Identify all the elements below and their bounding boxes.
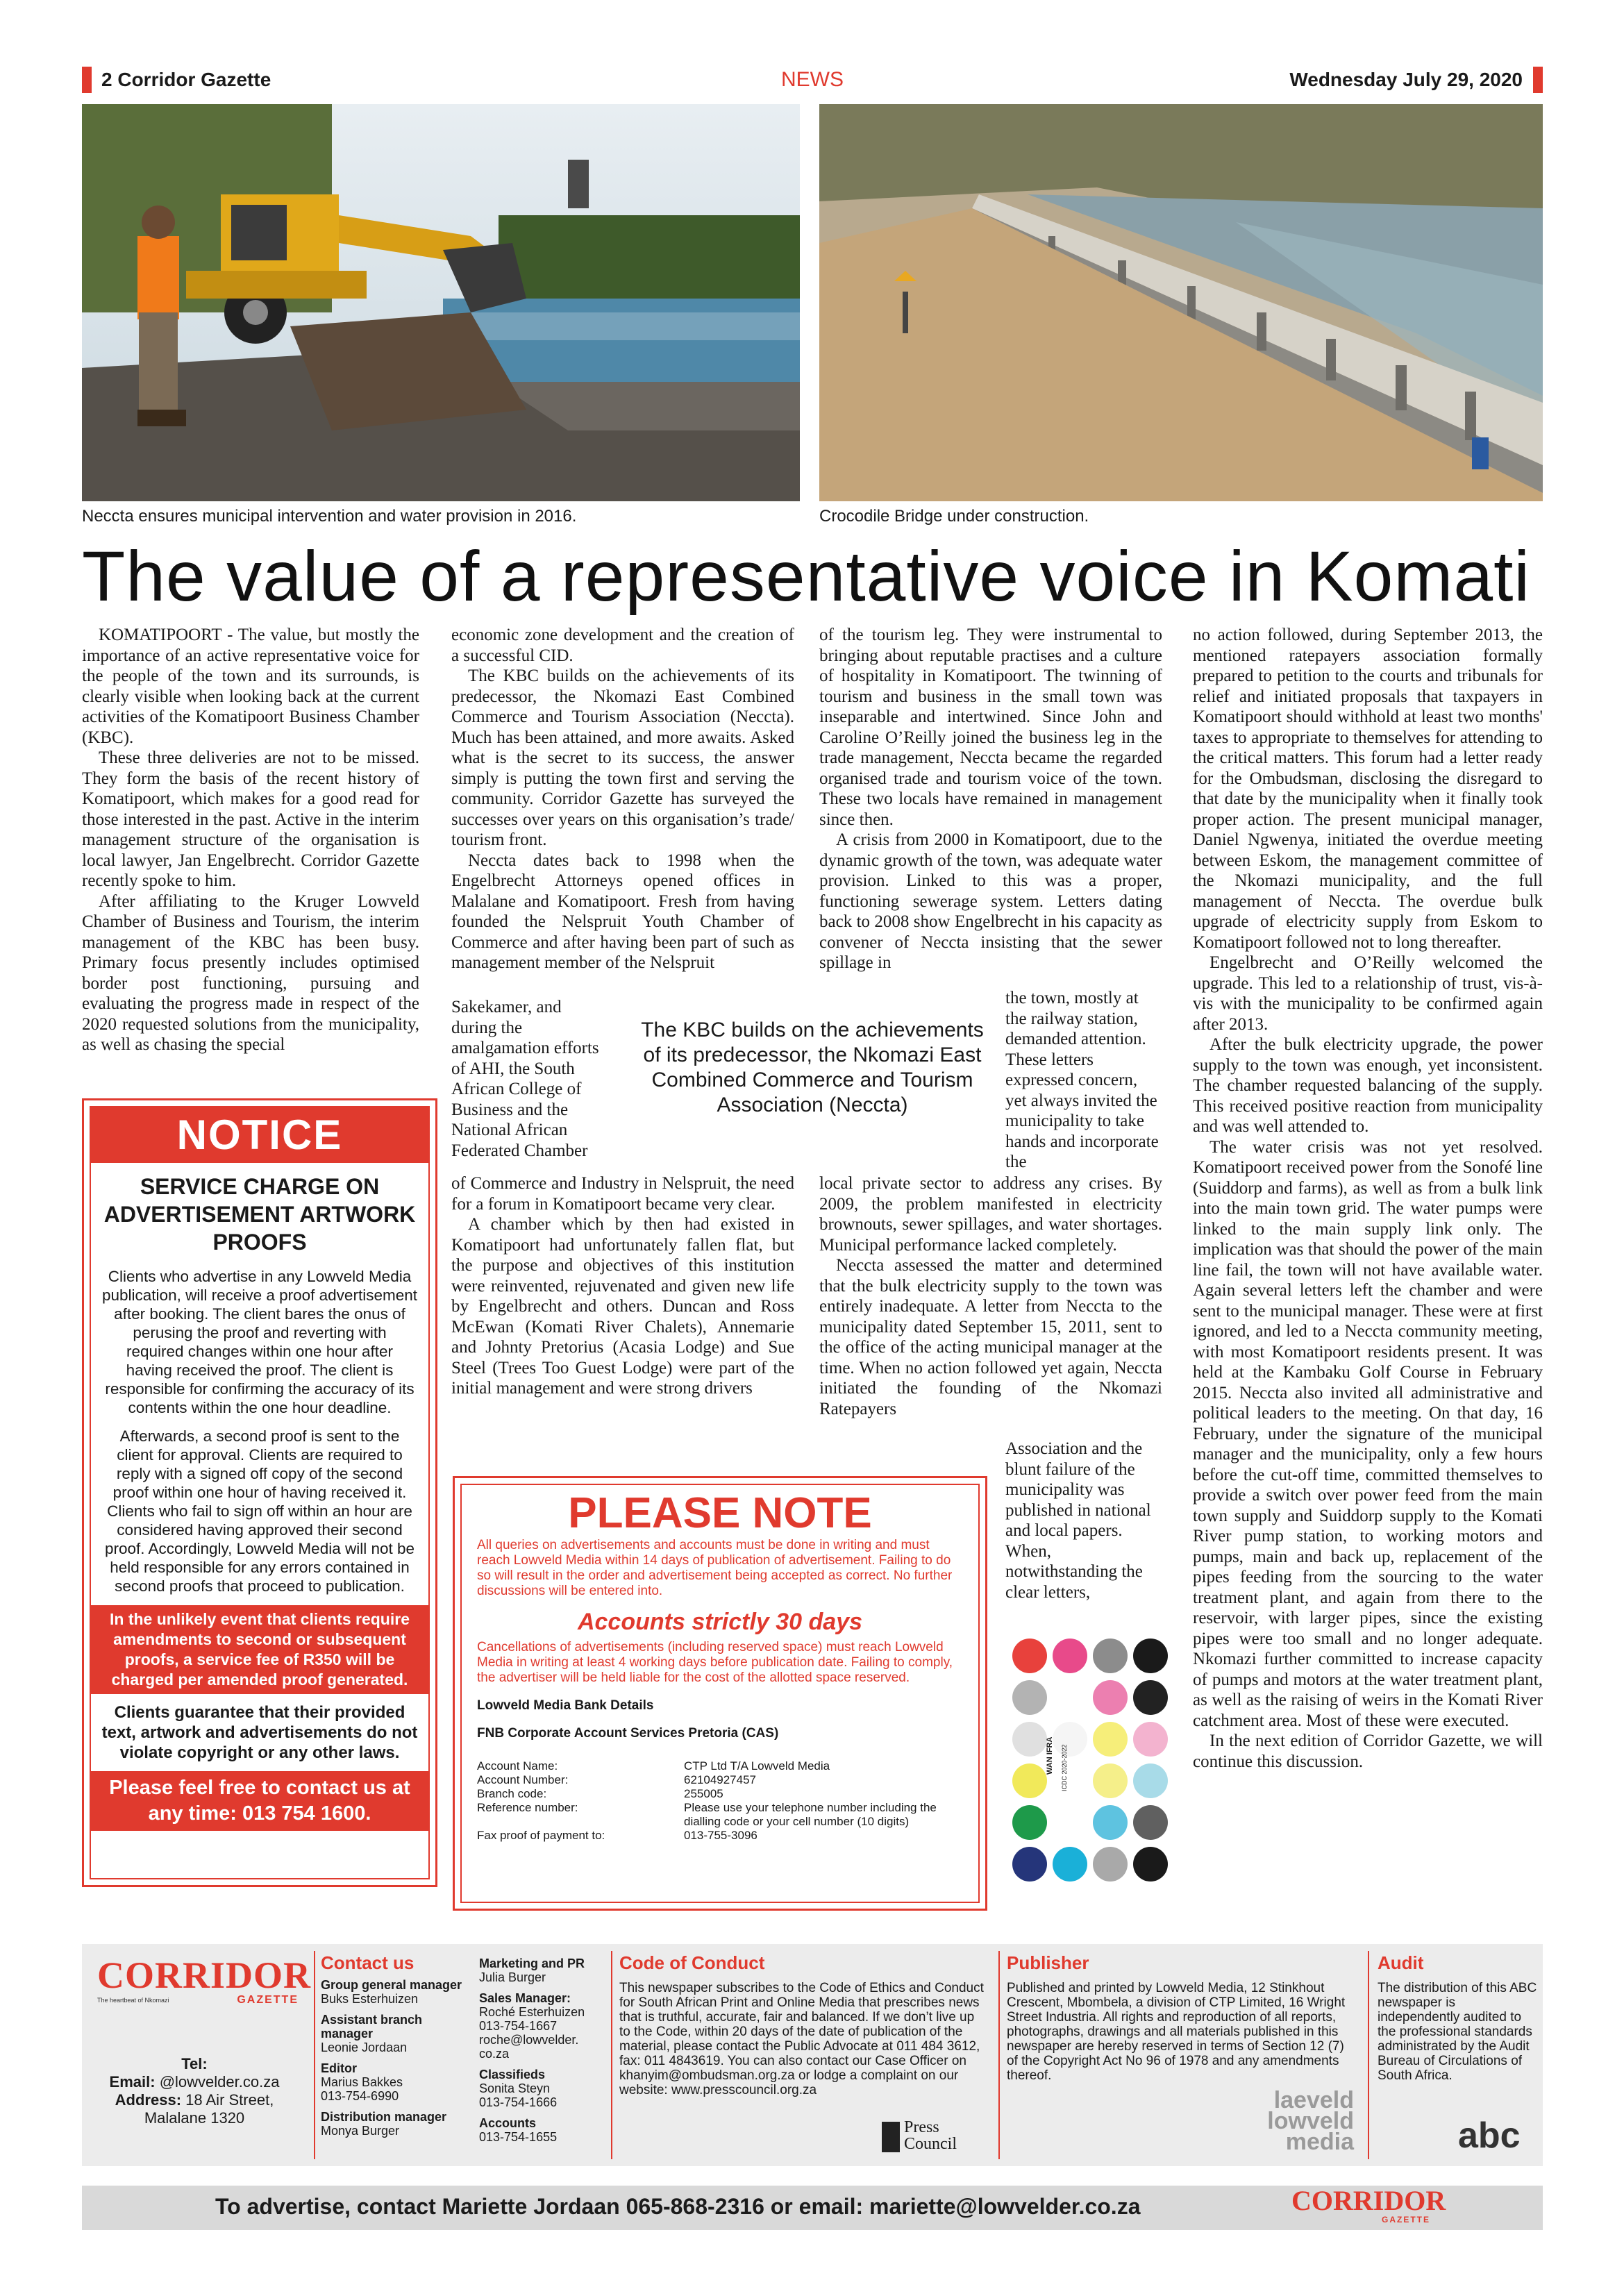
contact-role: Assistant branch manager	[321, 2013, 423, 2041]
color-swatch	[1093, 1847, 1128, 1882]
color-swatch	[1093, 1680, 1128, 1715]
contact-name: Roché Esterhuizen	[479, 2005, 585, 2019]
footer-contact-us-2	[479, 1956, 604, 2144]
article-column-4	[1193, 625, 1543, 1772]
bank-key: Fax proof of payment to:	[477, 1829, 605, 1842]
color-calibration-bar	[1005, 1639, 1172, 1909]
issue-date: Wednesday July 29, 2020	[1289, 69, 1523, 90]
contact-role: Sales Manager:	[479, 1991, 571, 2005]
please-note-queries: All queries on advertisements and accounts must be done in writing and must reach Lowveld Media within 14 days of publication of advertisement. Failing to do so will result in the order and advertisement being accepted as correct. No further discussions will be entered into.	[477, 1538, 953, 1598]
contact-phone: 013-754-1667	[479, 2019, 558, 2033]
photo-caption-left: Neccta ensures municipal intervention and water provision in 2016.	[82, 507, 577, 526]
photo-caption-right: Crocodile Bridge under construction.	[819, 507, 1089, 526]
article-column-3-lower	[819, 1173, 1162, 1419]
please-note-box	[453, 1476, 987, 1911]
abc-logo: abc	[1458, 2115, 1521, 2156]
color-swatch	[1012, 1763, 1047, 1798]
article-paragraph: After affiliating to the Kruger Lowveld Chamber of Business and Tourism, the interim management of the KBC has been busy. Primary focus presently includes optimised border post functioning, pursuing and evaluating the progress made in respect of the 2020 requested solutions from the municipality, as well as chasing the special	[82, 891, 419, 1054]
photo-water-provision	[82, 104, 800, 501]
notice-box	[82, 1098, 437, 1887]
contact-role: Group general manager	[321, 1978, 462, 1992]
color-swatch	[1053, 1639, 1087, 1673]
bank-key: Reference number:	[477, 1801, 578, 1814]
email-label: Email:	[109, 2073, 156, 2090]
corridor-logo-small	[1291, 2187, 1472, 2224]
press-council-icon	[882, 2122, 900, 2152]
color-swatch	[1093, 1639, 1128, 1673]
article-paragraph: These three deliveries are not to be missed. They form the basis of the recent history of Komatipoort, which makes for a good read for those interested in the past. Active in the interim management structure of the organisation is local lawyer, Jan Engelbrecht. Corridor Gazette recently spoke to him.	[82, 748, 419, 890]
article-column-2-lower	[451, 1173, 794, 1399]
logo-main: CORRIDOR	[1291, 2185, 1446, 2216]
tel-label: Tel:	[181, 2055, 208, 2072]
publisher-heading: Publisher	[1007, 1952, 1089, 1973]
bank-value: 62104927457	[684, 1773, 757, 1786]
header-accent-right	[1533, 67, 1543, 93]
color-swatch	[1133, 1722, 1168, 1757]
article-paragraph: no action followed, during September 2013, the mentioned ratepayers association formally prepared to petition to the courts and tribunals for relief and initiated proposals that taxpayers in Komatipoort should withhold at least two months' taxes to appropriate to themselves for attending to the critical matters. This forum had a letter ready for the Ombudsman, disclosing the disregard to that date by the municipality when it finally took proper action. The present municipal manager, Daniel Ngwenya, initiated the overdue meeting between Eskom, the management committee of the Nkomazi municipality, and the full management of Neccta. The overdue bulk upgrade of electricity supply from Eskom to Komatipoort followed not to long thereafter.	[1193, 626, 1543, 952]
bank-row	[477, 1773, 963, 1787]
lowveld-media-logo: laeveld lowveld media	[1267, 2087, 1354, 2155]
color-swatch	[1093, 1805, 1128, 1840]
publisher-text: Published and printed by Lowveld Media, 12 Stinkhout Crescent, Mbombela, a division of CTP Limited, 16 Wright Street Industria. All rights and reproduction of all reports, photographs, drawings and all materials published in this newspaper are hereby reserved in terms of Section 12 (7) of the Copyright Act No 96 of 1978 and any amendments thereof.	[1007, 1981, 1346, 2083]
article-paragraph: Engelbrecht and O’Reilly welcomed the upgrade. This led to a relationship of trust, vis-à-vis with the municipality to be confirmed again after 2013.	[1193, 953, 1543, 1034]
article-paragraph: A crisis from 2000 in Komatipoort, due to the dynamic growth of the town, was adequate water provision. Linked to this was a proper, functioning sewerage system. Letters dating back to 2008 show Engelbrecht in his capacity as convener of Neccta insisting that the sewer spillage in	[819, 830, 1162, 972]
bank-row	[477, 1787, 963, 1801]
color-swatch	[1133, 1639, 1168, 1673]
article-column-1	[82, 625, 419, 1055]
color-swatch	[1133, 1763, 1168, 1798]
contact-name: Monya Burger	[321, 2124, 400, 2138]
contact-email[interactable]: roche@lowvelder. co.za	[479, 2033, 579, 2061]
bank-key: Account Number:	[477, 1773, 569, 1786]
article-column-3-narrow	[1005, 988, 1162, 1173]
article-paragraph: of the tourism leg. They were instrumental to bringing about reputable practises and a culture of hospitality in Komatipoort. The twinning of tourism and business in the small town was inseparable and intertwined. Since John and Caroline O’Reilly joined the business leg in the trade management, Neccta became the regarded organised trade and tourism voice of the town. These two locals have remained in management since then.	[819, 626, 1162, 829]
photo-crocodile-bridge	[819, 104, 1543, 501]
address-label: Address:	[115, 2091, 182, 2109]
color-swatch	[1053, 1847, 1087, 1882]
page-publication: 2 Corridor Gazette	[101, 69, 271, 90]
color-swatch	[1012, 1805, 1047, 1840]
footer-contact-info	[83, 2055, 305, 2127]
article-column-2-narrow	[451, 997, 601, 1161]
contact-role: Editor	[321, 2061, 357, 2075]
bank-value: 013-755-3096	[684, 1829, 757, 1842]
notice-paragraph: Afterwards, a second proof is sent to the client for approval. Clients are required to reply with a signed off copy of the second proof within one hour of having received it. Clients who fail to sign off within an hour are considered having approved their second proof. Accordingly, Lowveld Media will not be held responsible for any errors contained in second proofs that proceed to publication.	[104, 1427, 415, 1595]
header-accent-left	[82, 67, 92, 93]
footer-divider	[611, 1951, 612, 2159]
notice-fee-warning: In the unlikely event that clients require amendments to second or subsequent proofs, a service fee of R350 will be charged per amended proof generated.	[91, 1605, 428, 1694]
advertise-contact[interactable]: To advertise, contact Mariette Jordaan 065-868-2316 or email: mariette@lowvelder.co.za	[215, 2194, 1141, 2219]
bank-value: 255005	[684, 1787, 723, 1800]
article-paragraph: After the bulk electricity upgrade, the power supply to the town was enough, yet inconsistent. The chamber requested balancing of the supply. This received positive reaction from municipality and was well attended to.	[1193, 1035, 1543, 1136]
color-swatch	[1093, 1722, 1128, 1757]
notice-paragraph: Clients who advertise in any Lowveld Media publication, will receive a proof advertisement after booking. The client bares the onus of perusing the proof and reverting with required changes within one hour after having received the proof. The client is responsible for confirming the accuracy of its contents within the one hour deadline.	[102, 1268, 417, 1416]
logo-sub: GAZETTE	[1382, 2215, 1430, 2224]
article-column-3	[819, 625, 1162, 973]
contact-us-heading: Contact us	[321, 1952, 415, 1973]
contact-role: Classifieds	[479, 2068, 546, 2081]
article-column-2	[451, 625, 794, 973]
email-value[interactable]: @lowvelder.co.za	[159, 2073, 280, 2090]
fnb-heading: FNB Corporate Account Services Pretoria (CAS)	[477, 1726, 779, 1741]
contact-name: Julia Burger	[479, 1970, 546, 1984]
section-label: NEWS	[781, 68, 844, 91]
contact-role: Marketing and PR	[479, 1956, 585, 1970]
audit-heading: Audit	[1378, 1952, 1424, 1973]
footer-divider	[998, 1951, 1000, 2159]
bank-details-table	[477, 1759, 963, 1843]
bank-value: CTP Ltd T/A Lowveld Media	[684, 1759, 830, 1773]
color-swatch	[1012, 1847, 1047, 1882]
contact-phone: 013-754-1655	[479, 2130, 558, 2144]
press-council-label: Press Council	[904, 2118, 957, 2153]
please-note-cancellations: Cancellations of advertisements (including reserved space) must reach Lowveld Media in writing at least 4 working days before publication date. Failing to comply, the advertiser will be held liable for the cost of the allotted space reserved.	[477, 1640, 953, 1685]
article-paragraph: Neccta dates back to 1998 when the Engelbrecht Attorneys opened offices in Malalane and Komatipoort. Fresh from having founded the Nelspruit Youth Chamber of Commerce and after having been part of such as management member of the Nelspruit	[451, 850, 794, 972]
audit-text: The distribution of this ABC newspaper is independently audited to the professional standards administrated by the Audit Bureau of Circulations of South Africa.	[1378, 1981, 1537, 2083]
bank-key: Account Name:	[477, 1759, 558, 1773]
corridor-logo	[97, 1954, 312, 2006]
bank-details-heading: Lowveld Media Bank Details	[477, 1698, 654, 1713]
address-value: 18 Air Street, Malalane 1320	[144, 2091, 274, 2127]
article-paragraph: Association and the blunt failure of the municipality was published in national and local papers. When, notwithstanding the clear letters,	[1005, 1439, 1151, 1602]
accounts-heading: Accounts strictly 30 days	[577, 1609, 863, 1635]
article-paragraph: Sakekamer, and during the amalgamation efforts of AHI, the South African College of Business and the National African Federated Chamber	[451, 998, 599, 1160]
article-paragraph: economic zone development and the creation of a successful CID.	[451, 626, 794, 665]
bank-row	[477, 1801, 963, 1829]
bank-key: Branch code:	[477, 1787, 547, 1800]
contact-name: Sonita Steyn	[479, 2081, 551, 2095]
footer-code-of-conduct	[619, 1952, 987, 2097]
article-paragraph: the town, mostly at the railway station, demanded attention. These letters expressed concern, yet always invited the municipality to take hands and incorporate the	[1005, 989, 1159, 1171]
contact-name: Leonie Jordaan	[321, 2041, 408, 2054]
bank-row	[477, 1759, 963, 1773]
footer-divider	[1368, 1951, 1369, 2159]
coc-heading: Code of Conduct	[619, 1952, 765, 1973]
logo-sub: GAZETTE	[237, 1994, 299, 2006]
contact-role: Accounts	[479, 2116, 537, 2130]
coc-text: This newspaper subscribes to the Code of Ethics and Conduct for South African Print and Online Media that prescribes news that is truthful, accurate, fair and balanced. If we don’t live up to the Code, within 20 days of the date of publication of the material, please contact the Public Advocate at 011 484 3612, fax: 011 4843619. You can also contact our Case Officer on khanyim@ombudsman.org.za or lodge a complaint on our website: www.presscouncil.org.za	[619, 1981, 984, 2097]
please-note-title: PLEASE NOTE	[568, 1489, 872, 1537]
color-swatch	[1012, 1639, 1047, 1673]
logo-main: CORRIDOR	[97, 1954, 312, 1996]
color-swatch	[1093, 1763, 1128, 1798]
contact-phone: 013-754-6990	[321, 2089, 399, 2103]
footer-publisher	[1007, 1952, 1354, 2083]
contact-name: Marius Bakkes	[321, 2075, 403, 2089]
notice-subtitle: SERVICE CHARGE ON ADVERTISEMENT ARTWORK PROOFS	[103, 1174, 416, 1255]
color-swatch	[1012, 1722, 1047, 1757]
article-paragraph: local private sector to address any crises. By 2009, the problem manifested in electricity brownouts, sewer spillages, and water shortages. Municipal performance lacked completely.	[819, 1174, 1162, 1255]
contact-phone: 013-754-1666	[479, 2095, 558, 2109]
color-swatch	[1133, 1847, 1168, 1882]
article-paragraph: A chamber which by then had existed in Komatipoort had unfortunately fallen flat, but the purpose and objectives of this institution were reinvented, rejuvenated and given new life by Engelbrecht and others. Duncan and Ross McEwan (Komati River Chalets), Annemarie and Johnty Pretorius (Acasia Lodge) and Sue Steel (Trees Too Guest Lodge) were part of the initial management and were strong drivers	[451, 1215, 794, 1398]
color-swatch	[1012, 1680, 1047, 1715]
article-paragraph: In the next edition of Corridor Gazette, we will continue this discussion.	[1193, 1732, 1543, 1771]
footer-divider	[314, 1951, 315, 2159]
footer-audit	[1378, 1952, 1537, 2083]
color-swatch	[1133, 1805, 1168, 1840]
article-paragraph: of Commerce and Industry in Nelspruit, the need for a forum in Komatipoort became very clear.	[451, 1174, 794, 1214]
press-council-logo	[882, 2119, 993, 2155]
color-swatch	[1053, 1722, 1087, 1757]
pull-quote: The KBC builds on the achievements of its predecessor, the Nkomazi East Combined Commerce and Tourism Association (Neccta)	[641, 1019, 984, 1116]
article-paragraph: Neccta assessed the matter and determined that the bulk electricity supply to the town was entirely inadequate. A letter from Neccta to the municipality dated September 15, 2011, sent to the office of the acting municipal manager at the time. When no action followed yet again, Neccta initiated the founding of the Nkomazi Ratepayers	[819, 1256, 1162, 1418]
icdc-label: ICDC 2020-2022	[1061, 1744, 1068, 1791]
article-paragraph: KOMATIPOORT - The value, but mostly the importance of an active representative voice for the people of the town and its surrounds, is clearly visible when looking back at the current activities of the Komatipoort Business Chamber (KBC).	[82, 626, 419, 747]
contact-role: Distribution manager	[321, 2110, 447, 2124]
article-column-3-narrow-2	[1005, 1439, 1162, 1602]
article-paragraph: The KBC builds on the achievements of its predecessor, the Nkomazi East Combined Commerce and Tourism Association (Neccta). Much has been attained, and more awaits. Asked what is the secret to its success, the answer simply is putting the town first and serving the community. Corridor Gazette has surveyed the successes over years on this organisation’s trade/ tourism front.	[451, 667, 794, 849]
swatch-grid	[1012, 1639, 1172, 1882]
logo-tagline: The heartbeat of Nkomazi	[97, 1997, 169, 2004]
bank-row	[477, 1829, 963, 1843]
article-paragraph: The water crisis was not yet resolved. Komatipoort received power from the Sonofé line (Suiddorp and farms), as well as from a bulk link into the main town grid. The water pumps were linked to the main supply link only. The implication was that should the power of the main line fail, the town will not have available water. Again several letters left the chamber and were sent to the municipal manager. These were at first ignored, and led to a Neccta community meeting, with most Komatipoort residents present. It was held at the Kambaku Golf Course in February 2015. Neccta also invited all administrative and political leaders to the meeting. On that day, 16 February, under the signature of the municipal manager and the municipality, only a few hours before the cut-off time, committed themselves to provide a switch over power feed from the main town supply and Suiddorp supply to the Komati River pump station, to working motors and pumps, main and back up, replacement of the pipes feeding from the sourcing to the water treatment plant, and again from there to the reservoir, with larger pipes, since the existing pipes were too small and no longer adequate. Nkomazi further committed to increase capacity of pumps and motors at the water treatment plant, as well as the raising of weirs in the Komati River catchment area. Most of these were executed.	[1193, 1137, 1543, 1730]
wan-ifra-label: WAN IFRA	[1046, 1736, 1054, 1775]
article-headline: The value of a representative voice in Komati	[82, 537, 1531, 616]
footer-contact-us	[321, 1952, 474, 2138]
color-swatch	[1133, 1680, 1168, 1715]
notice-contact: Please feel free to contact us at any time: 013 754 1600.	[91, 1771, 428, 1831]
notice-copyright: Clients guarantee that their provided text, artwork and advertisements do not violate copyright or any other laws.	[101, 1703, 418, 1762]
bank-value: Please use your telephone number including the dialling code or your cell number (10 digits)	[684, 1801, 937, 1828]
notice-title: NOTICE	[91, 1107, 428, 1163]
contact-name: Buks Esterhuizen	[321, 1992, 419, 2006]
